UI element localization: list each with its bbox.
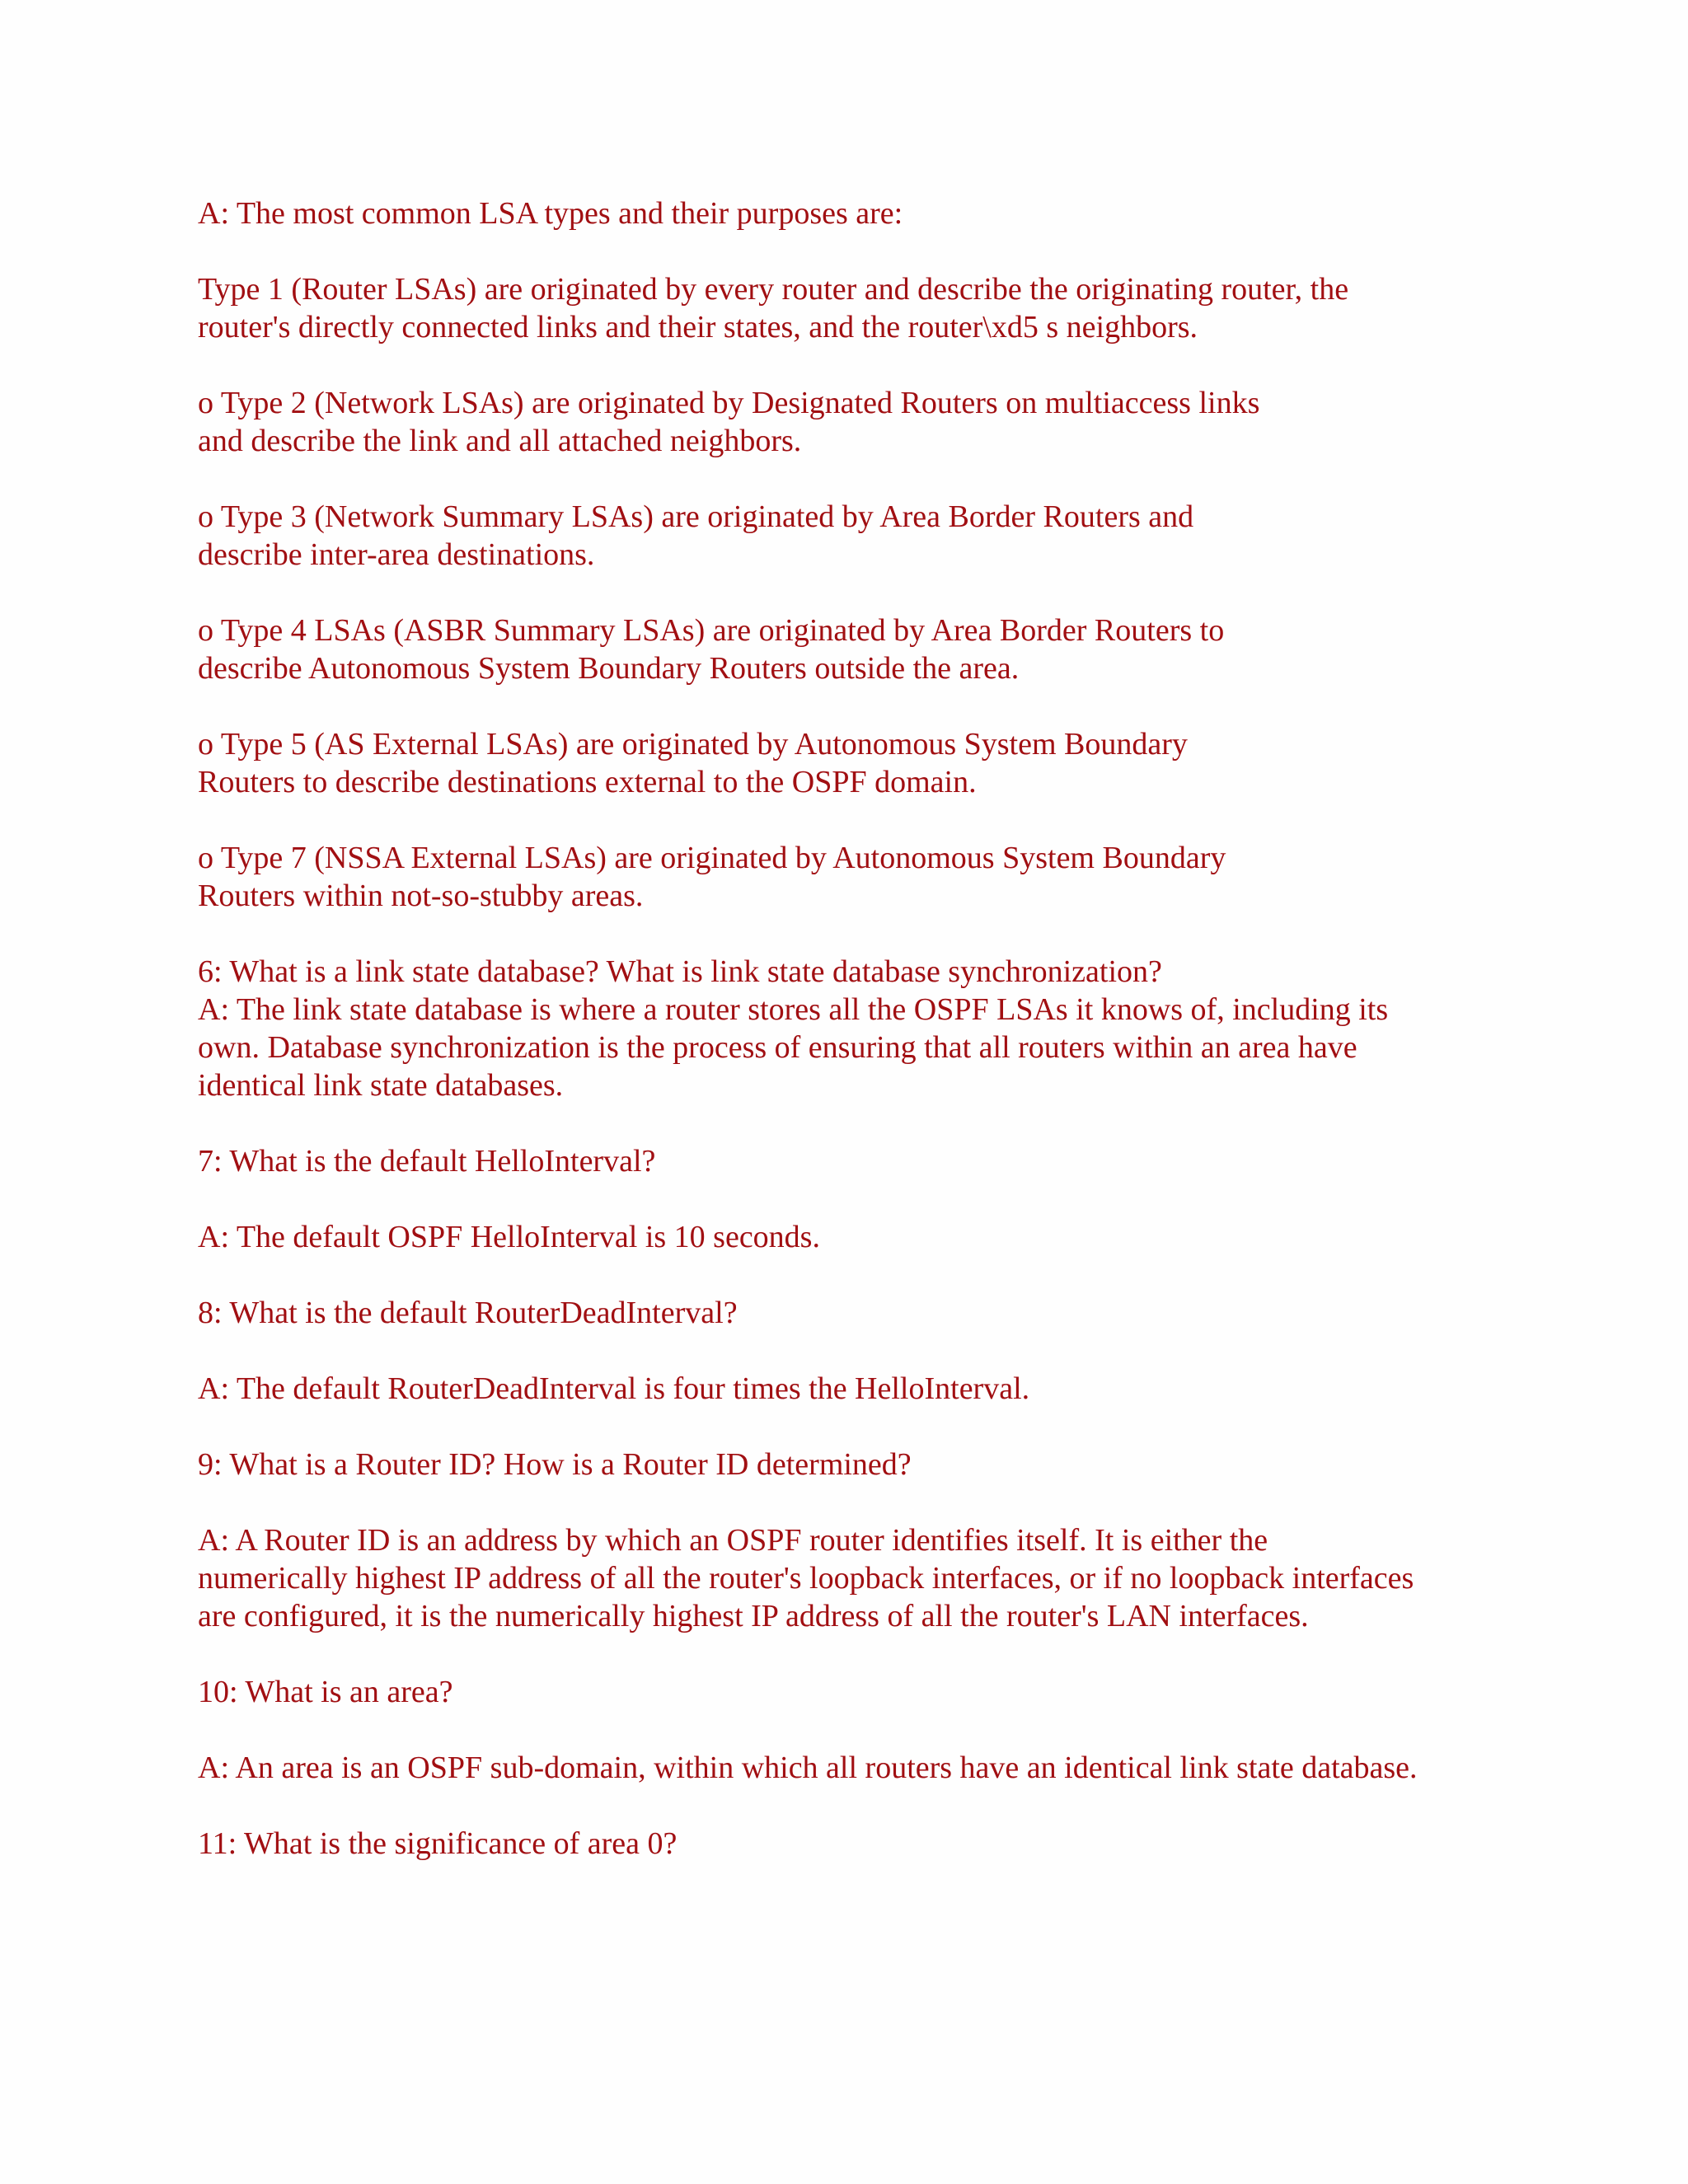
text-line: A: An area is an OSPF sub-domain, within which all routers have an identical link state database. <box>198 1750 1418 1785</box>
text-line: 11: What is the significance of area 0? <box>198 1826 678 1861</box>
text-line: o Type 5 (AS External LSAs) are originated by Autonomous System Boundary <box>198 727 1188 762</box>
text-line: o Type 2 (Network LSAs) are originated by Designated Routers on multiaccess links <box>198 386 1260 420</box>
paragraph-question-10 <box>198 1673 1550 1711</box>
paragraph-lsa-intro <box>198 194 1550 232</box>
paragraph-question-6 <box>198 953 1550 1104</box>
text-line: are configured, it is the numerically highest IP address of all the router's LAN interfaces. <box>198 1599 1309 1633</box>
paragraph-answer-8 <box>198 1370 1550 1408</box>
text-line: A: The most common LSA types and their purposes are: <box>198 196 903 231</box>
text-line: numerically highest IP address of all the router's loopback interfaces, or if no loopback interfaces <box>198 1561 1414 1596</box>
text-line: router's directly connected links and their states, and the router\xd5 s neighbors. <box>198 310 1198 344</box>
paragraph-answer-9 <box>198 1521 1550 1635</box>
text-line: A: The default RouterDeadInterval is four times the HelloInterval. <box>198 1371 1030 1406</box>
paragraph-lsa-type-4 <box>198 612 1550 687</box>
text-line: Type 1 (Router LSAs) are originated by every router and describe the originating router, the <box>198 272 1349 307</box>
paragraph-answer-7 <box>198 1218 1550 1256</box>
text-line: Routers within not-so-stubby areas. <box>198 879 644 913</box>
text-line: 8: What is the default RouterDeadInterval? <box>198 1296 738 1330</box>
text-line: 10: What is an area? <box>198 1675 453 1709</box>
paragraph-lsa-type-3 <box>198 498 1550 574</box>
text-line: A: A Router ID is an address by which an OSPF router identifies itself. It is either the <box>198 1523 1268 1558</box>
text-line: A: The default OSPF HelloInterval is 10 seconds. <box>198 1220 820 1254</box>
document-body <box>198 194 1550 1863</box>
paragraph-question-7 <box>198 1142 1550 1180</box>
paragraph-answer-10 <box>198 1749 1550 1787</box>
text-line: 6: What is a link state database? What is link state database synchronization? <box>198 954 1162 989</box>
text-line: o Type 4 LSAs (ASBR Summary LSAs) are originated by Area Border Routers to <box>198 613 1225 648</box>
text-line: 7: What is the default HelloInterval? <box>198 1144 656 1179</box>
text-line: describe Autonomous System Boundary Routers outside the area. <box>198 651 1020 686</box>
paragraph-question-11 <box>198 1825 1550 1863</box>
text-line: describe inter-area destinations. <box>198 537 595 572</box>
text-line: Routers to describe destinations external to the OSPF domain. <box>198 765 977 799</box>
text-line: and describe the link and all attached neighbors. <box>198 424 802 458</box>
text-line: 9: What is a Router ID? How is a Router ID determined? <box>198 1447 912 1482</box>
text-line: own. Database synchronization is the process of ensuring that all routers within an area have <box>198 1030 1357 1065</box>
paragraph-lsa-type-7 <box>198 839 1550 915</box>
text-line: o Type 7 (NSSA External LSAs) are originated by Autonomous System Boundary <box>198 841 1226 875</box>
text-line: identical link state databases. <box>198 1068 564 1103</box>
paragraph-question-8 <box>198 1294 1550 1332</box>
paragraph-lsa-type-5 <box>198 725 1550 801</box>
paragraph-question-9 <box>198 1446 1550 1483</box>
text-line: o Type 3 (Network Summary LSAs) are originated by Area Border Routers and <box>198 499 1194 534</box>
paragraph-lsa-type-1 <box>198 270 1550 346</box>
paragraph-lsa-type-2 <box>198 384 1550 460</box>
text-line: A: The link state database is where a router stores all the OSPF LSAs it knows of, including its <box>198 992 1389 1027</box>
